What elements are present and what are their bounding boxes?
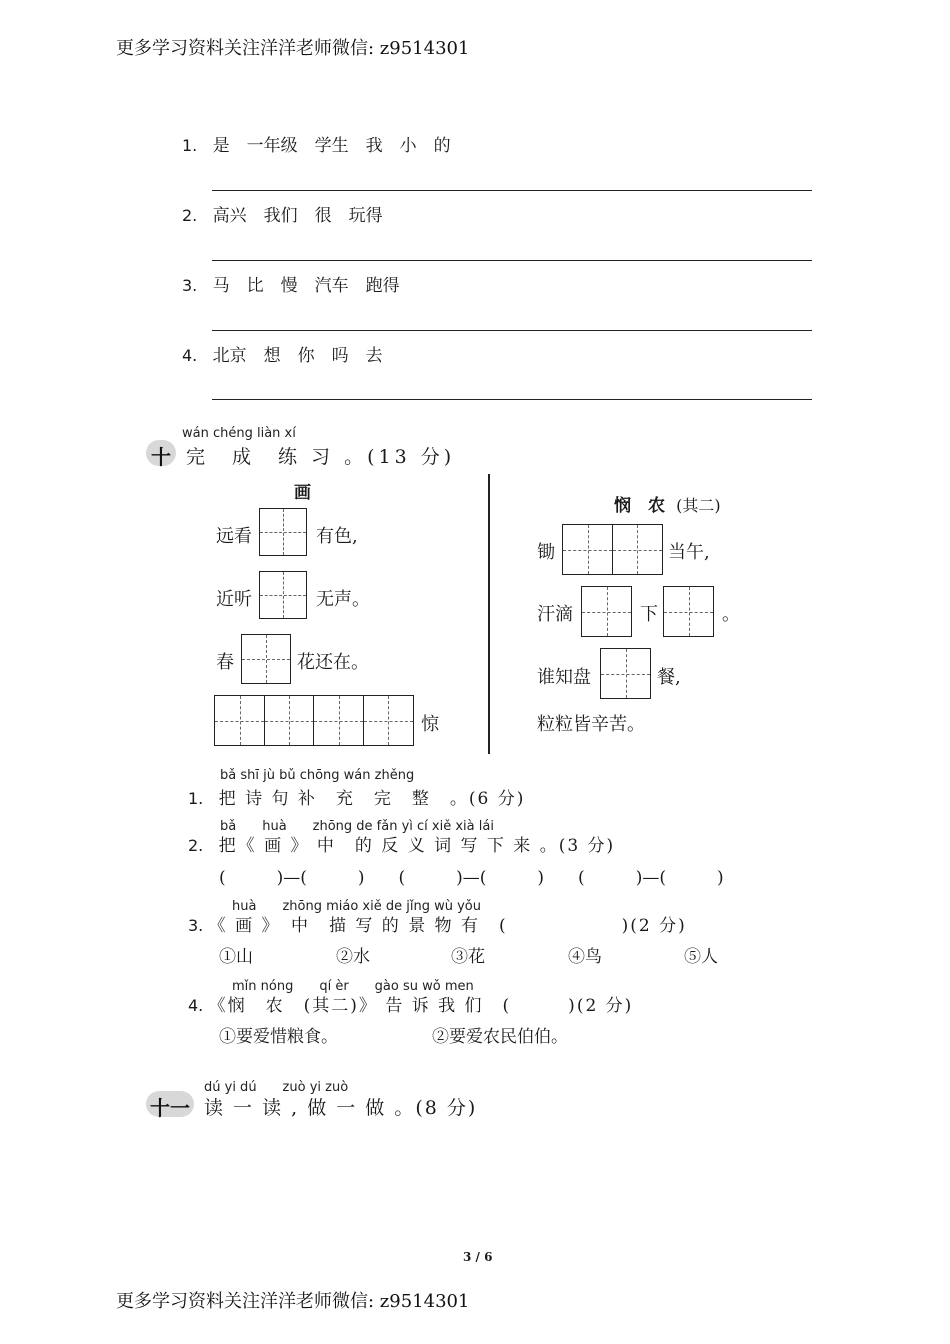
q2-answer-pairs[interactable]: ( )—( ) ( )—( ) ( )—( ) [219,868,724,888]
poem-2-line2-mid: 下 [640,604,658,625]
question-text: 《 画 》 中 描 写 的 景 物 有 ( )(2 分) [208,916,687,936]
question-text: 把 诗 句 补 充 完 整 。(6 分) [218,789,526,809]
poem-2-line2-grid-b[interactable] [663,586,713,637]
sentence-words: 是 一年级 学生 我 小 的 [212,136,451,156]
tianzige-cell[interactable] [264,695,315,746]
question-4 [188,991,633,1016]
sentence-4 [182,341,383,366]
sentence-words: 高兴 我们 很 玩得 [212,206,383,226]
footer-text: 更多学习资料关注洋洋老师微信: z9514301 [116,1291,470,1312]
poem-2-title: 悯 农 [614,496,665,516]
poem-divider [488,474,490,754]
poem-2-line3-grid[interactable] [600,648,650,699]
answer-line[interactable] [212,190,812,191]
sentence-1 [182,131,451,156]
q1-pinyin: bǎ shī jù bǔ chōng wán zhěng [220,768,415,783]
poem-2-line2-pre: 汗滴 [537,604,573,625]
tianzige-cell[interactable] [214,695,265,746]
poem-2-line3-pre: 谁知盘 [537,667,591,688]
tianzige-cell[interactable] [600,648,651,699]
q4-option-2[interactable]: ②要爱农民伯伯。 [432,1027,568,1047]
poem-1-line3-post: 花还在。 [297,652,369,673]
poem-2-heading [614,491,721,516]
poem-1-line4-post: 惊 [421,714,439,735]
sentence-3 [182,271,400,296]
poem-1-line2-post: 无声。 [316,589,370,610]
tianzige-cell[interactable] [562,524,613,575]
q3-option-2[interactable]: ②水 [336,947,370,967]
q4-pinyin: mǐn nóng qí èr gào su wǒ men [232,979,474,994]
sentence-number: 2. [182,206,198,225]
q3-option-5[interactable]: ⑤人 [684,947,718,967]
tianzige-cell[interactable] [612,524,663,575]
question-text: 《悯 农 (其二)》 告 诉 我 们 ( )(2 分) [208,996,634,1016]
tianzige-cell[interactable] [241,634,291,684]
question-text: 把《 画 》 中 的 反 义 词 写 下 来 。(3 分) [218,836,616,856]
poem-2-line1-grid[interactable] [562,524,661,575]
sentence-words: 马 比 慢 汽车 跑得 [212,276,400,296]
poem-2-subtitle: (其二) [676,496,721,515]
poem-2-line2-grid-a[interactable] [581,586,631,637]
question-2 [188,831,615,856]
tianzige-cell[interactable] [663,586,714,637]
poem-2-line4: 粒粒皆辛苦。 [537,714,645,735]
poem-1-line3-grid[interactable] [241,634,290,684]
question-number: 3. [188,916,204,935]
tianzige-cell[interactable] [259,571,307,619]
question-number: 2. [188,836,204,855]
header-text: 更多学习资料关注洋洋老师微信: z9514301 [116,38,470,59]
sentence-number: 3. [182,276,198,295]
question-1 [188,784,525,809]
poem-2-line2-post: 。 [722,604,740,625]
tianzige-cell[interactable] [363,695,414,746]
page-number: 3 / 6 [463,1250,493,1264]
poem-1-line1-pre: 远看 [216,526,252,547]
q3-option-4[interactable]: ④鸟 [568,947,602,967]
poem-1-line4-grid[interactable] [214,695,412,746]
sentence-number: 4. [182,346,198,365]
sentence-words: 北京 想 你 吗 去 [212,346,383,366]
tianzige-cell[interactable] [313,695,364,746]
section-10-pinyin: wán chéng liàn xí [182,426,296,441]
answer-line[interactable] [212,330,812,331]
q2-pinyin: bǎ huà zhōng de fǎn yì cí xiě xià lái [220,819,494,834]
question-number: 4. [188,996,204,1015]
poem-1-line1-grid[interactable] [259,508,306,556]
poem-1-line1-post: 有色, [316,526,358,547]
tianzige-cell[interactable] [581,586,632,637]
sentence-2 [182,201,383,226]
tianzige-cell[interactable] [259,508,307,556]
sentence-number: 1. [182,136,198,155]
section-10-badge: 十 [151,445,171,469]
section-11-badge: 十一 [150,1096,190,1120]
answer-line[interactable] [212,399,812,400]
poem-1-line2-grid[interactable] [259,571,306,619]
section-11-title: 读 一 读 , 做 一 做 。(8 分) [204,1097,478,1119]
poem-1-title: 画 [294,483,311,503]
q4-option-1[interactable]: ①要爱惜粮食。 [219,1027,338,1047]
poem-2-line3-post: 餐, [657,667,681,688]
poem-2-line1-pre: 锄 [537,542,555,563]
poem-2-line1-post: 当午, [668,542,710,563]
question-3 [188,911,687,936]
answer-line[interactable] [212,260,812,261]
q3-option-1[interactable]: ①山 [219,947,253,967]
poem-1-line3-pre: 春 [216,652,234,673]
q3-option-3[interactable]: ③花 [451,947,485,967]
poem-1-line2-pre: 近听 [216,589,252,610]
section-10-title: 完 成 练 习 。(13 分) [186,446,456,468]
section-11-pinyin: dú yi dú zuò yi zuò [204,1080,349,1095]
question-number: 1. [188,789,204,808]
q3-pinyin: huà zhōng miáo xiě de jǐng wù yǒu [232,899,481,914]
